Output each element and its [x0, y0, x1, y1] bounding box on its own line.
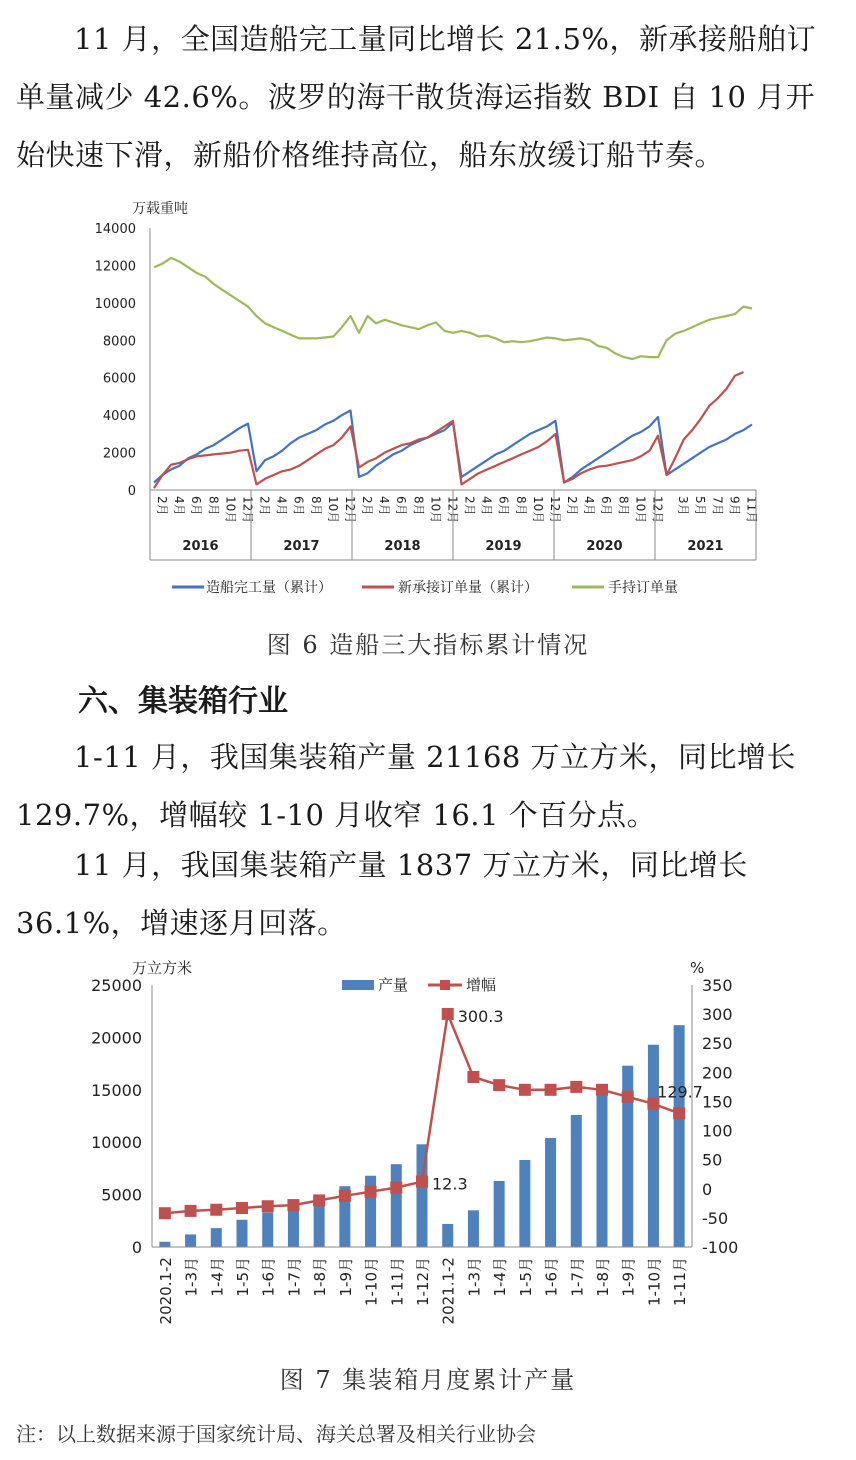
chart7-category-label: 1-3月 [465, 1257, 484, 1297]
chart7-bar [391, 1164, 402, 1247]
chart7-left-tick-label: 5000 [101, 1185, 142, 1205]
chart7-growth-marker [365, 1186, 377, 1198]
chart6-series [154, 258, 752, 488]
chart7-ylabel-left: 万立方米 [132, 959, 193, 977]
chart7-right-tick-label: 350 [702, 976, 733, 995]
chart7-growth-marker [313, 1194, 325, 1206]
chart7-right-tick-label: 150 [702, 1092, 733, 1112]
chart7-growth-marker [493, 1079, 505, 1091]
chart7-category-label: 1-8月 [594, 1257, 612, 1297]
chart7-bar [597, 1090, 608, 1247]
paragraph-container-month: 11 月，我国集装箱产量 1837 万立方米，同比增长 36.1%，增速逐月回落。 [16, 848, 748, 940]
chart7-category-label: 1-4月 [491, 1257, 510, 1297]
chart6-month-label: 7月 [710, 496, 725, 516]
chart7-right-tick-label: 250 [702, 1034, 733, 1054]
chart7-right-tick-label: 50 [702, 1150, 723, 1170]
chart6-series-line-2 [154, 258, 752, 359]
chart7-left-tick-label: 20000 [91, 1028, 142, 1048]
chart6-legend [172, 579, 678, 596]
chart7-growth-marker [287, 1199, 299, 1211]
chart6-year-label: 2020 [586, 539, 623, 554]
chart6-month-label: 4月 [377, 496, 392, 516]
chart6-ylabel: 万载重吨 [132, 201, 188, 217]
chart7-bar [494, 1181, 505, 1247]
chart7-right-tick-label: 0 [702, 1179, 713, 1199]
chart6-x-axis [150, 490, 758, 560]
legend-label-growth: 增幅 [466, 976, 497, 994]
chart7-growth-marker [185, 1205, 197, 1217]
chart6-y-tick-label: 12000 [94, 259, 136, 275]
chart6-year-label: 2019 [485, 539, 522, 554]
chart6-year-label: 2021 [687, 539, 724, 554]
chart7-bar [262, 1212, 273, 1247]
chart7-bar [185, 1234, 196, 1247]
chart7-growth-marker [262, 1200, 274, 1212]
chart7-category-label: 1-8月 [311, 1257, 330, 1297]
chart7-bar [159, 1242, 170, 1247]
chart7-category-label: 1-9月 [619, 1257, 638, 1297]
chart6-month-label: 6月 [496, 496, 511, 516]
chart7-bar [442, 1224, 453, 1247]
chart7-bar [674, 1025, 685, 1247]
chart7-bar [314, 1200, 325, 1247]
chart7-category-label: 1-9月 [336, 1257, 355, 1297]
chart7-category-label: 2021.1-2 [439, 1257, 458, 1325]
chart7-growth-line [159, 1007, 703, 1219]
chart7-category-label: 1-12月 [414, 1257, 432, 1307]
chart7-category-label: 1-10月 [362, 1257, 381, 1307]
chart7-growth-marker [159, 1207, 171, 1219]
chart7-category-label: 1-11月 [388, 1257, 407, 1307]
chart7-legend [342, 976, 496, 994]
chart6-month-label: 8月 [616, 496, 631, 516]
shipbuilding-chart [0, 195, 856, 815]
chart6-month-label: 9月 [727, 496, 742, 516]
chart6-month-label: 6月 [394, 496, 409, 516]
chart6-month-label: 12月 [547, 496, 562, 524]
chart7-growth-marker [622, 1091, 634, 1103]
chart6-y-tick-label: 8000 [102, 334, 136, 350]
chart7-category-label: 1-10月 [645, 1257, 664, 1307]
chart6-y-tick-label: 10000 [94, 296, 136, 312]
chart6-month-label: 8月 [513, 496, 528, 516]
chart7-bar [237, 1220, 248, 1247]
chart6-month-label: 3月 [676, 496, 691, 516]
chart7-growth-marker [390, 1182, 402, 1194]
chart7-growth-marker [570, 1081, 582, 1093]
figure7-caption: 图 7 集装箱月度累计产量 [279, 1366, 577, 1394]
chart7-growth-marker [416, 1176, 428, 1188]
chart7-category-label: 1-4月 [208, 1257, 227, 1297]
chart7-growth-marker [519, 1084, 531, 1096]
chart6-month-label: 2月 [462, 496, 477, 516]
chart6-y-tick-label: 4000 [102, 409, 136, 425]
chart7-left-tick-label: 10000 [91, 1133, 142, 1153]
chart6-month-label: 5月 [693, 496, 708, 516]
chart6-month-label: 10月 [633, 496, 648, 524]
chart7-category-label: 1-3月 [182, 1257, 201, 1297]
legend-label-new-orders: 新承接订单量（累计） [398, 580, 538, 596]
chart7-category-label: 2020.1-2 [156, 1257, 175, 1325]
container-chart [0, 953, 856, 1363]
source-note: 注：以上数据来源于国家统计局、海关总署及相关行业协会 [16, 1422, 536, 1446]
chart7-bar [545, 1138, 556, 1247]
chart6-month-label: 12月 [650, 496, 665, 524]
chart6-series-line-1 [154, 372, 744, 488]
chart7-growth-marker [339, 1190, 351, 1202]
chart7-growth-marker [596, 1084, 608, 1096]
chart7-category-label: 1-5月 [516, 1257, 535, 1297]
chart6-month-label: 6月 [291, 496, 306, 516]
chart7-growth-marker [467, 1071, 479, 1083]
chart6-month-label: 12月 [342, 496, 357, 524]
chart7-category-label: 1-7月 [285, 1257, 304, 1297]
chart7-bar [468, 1210, 479, 1247]
chart6-month-label: 11月 [744, 496, 759, 524]
chart7-x-axis [152, 1247, 692, 1324]
legend-label-completion: 造船完工量（累计） [206, 580, 332, 596]
chart6-month-label: 6月 [599, 496, 614, 516]
chart6-y-tick-label: 2000 [102, 446, 136, 462]
chart7-right-tick-label: 200 [702, 1063, 733, 1083]
chart7-right-tick-label: -100 [702, 1238, 739, 1257]
chart6-month-label: 2月 [565, 496, 580, 516]
chart6-month-label: 6月 [189, 496, 204, 516]
chart7-right-tick-label: -50 [702, 1208, 729, 1228]
chart7-left-tick-label: 0 [131, 1238, 142, 1257]
chart6-y-tick-label: 6000 [102, 371, 136, 387]
chart7-left-tick-label: 15000 [91, 1080, 142, 1100]
chart6-month-label: 12月 [240, 496, 255, 524]
paragraph-shipbuilding: 11 月，全国造船完工量同比增长 21.5%，新承接船舶订单量减少 42.6%。波罗的海干散货海运指数 BDI 自 10 月开始快速下滑，新船价格维持高位，船东放缓订船节奏。 [16, 22, 816, 172]
chart7-bar [648, 1045, 659, 1247]
chart7-category-label: 1-5月 [234, 1257, 252, 1297]
section-heading: 六、集装箱行业 [78, 684, 288, 719]
figure6-caption: 图 6 造船三大指标累计情况 [266, 631, 590, 659]
chart6-month-label: 10月 [530, 496, 545, 524]
chart7-ylabel-right: % [690, 959, 705, 977]
chart6-month-label: 8月 [411, 496, 426, 516]
chart7-right-tick-label: 100 [702, 1121, 733, 1141]
legend-label-backlog: 手持订单量 [608, 580, 678, 596]
chart6-y-tick-label: 14000 [94, 222, 136, 237]
chart7-data-label: 129.7 [657, 1082, 703, 1102]
chart7-left-tick-label: 25000 [91, 976, 142, 995]
chart6-year-label: 2016 [182, 539, 219, 554]
chart7-growth-marker [236, 1202, 248, 1214]
legend-label-output: 产量 [378, 976, 409, 994]
chart7-bar [519, 1160, 530, 1247]
chart6-year-label: 2018 [384, 539, 421, 554]
chart6-month-label: 12月 [445, 496, 460, 524]
chart7-growth-marker [673, 1107, 685, 1119]
chart6-month-label: 10月 [223, 496, 238, 524]
chart6-month-label: 8月 [308, 496, 323, 516]
chart7-growth-marker [442, 1008, 454, 1020]
chart7-growth-marker [545, 1084, 557, 1096]
chart6-month-label: 10月 [428, 496, 443, 524]
chart7-bar [571, 1115, 582, 1247]
chart6-month-label: 10月 [325, 496, 340, 524]
chart6-month-label: 4月 [274, 496, 289, 516]
chart7-data-label: 300.3 [457, 1006, 504, 1026]
chart7-bar [211, 1228, 222, 1247]
chart7-right-tick-label: 300 [702, 1005, 733, 1025]
chart6-month-label: 8月 [206, 496, 221, 516]
chart6-month-label: 4月 [479, 496, 494, 516]
chart6-y-tick-label: 0 [127, 484, 136, 499]
legend-swatch-marker [440, 980, 450, 990]
chart6-month-label: 2月 [360, 496, 375, 516]
chart6-year-label: 2017 [283, 539, 320, 554]
chart7-category-label: 1-6月 [542, 1257, 561, 1297]
chart7-category-label: 1-7月 [568, 1257, 587, 1297]
chart7-category-label: 1-11月 [671, 1257, 690, 1307]
legend-swatch-bar [342, 980, 374, 990]
chart6-month-label: 2月 [257, 496, 272, 516]
chart6-y-axis [95, 222, 150, 499]
chart6-month-label: 4月 [582, 496, 597, 516]
chart6-month-label: 2月 [155, 496, 169, 516]
chart7-growth-marker [210, 1204, 222, 1216]
chart7-category-label: 1-6月 [259, 1257, 278, 1297]
chart6-month-label: 4月 [172, 496, 187, 516]
paragraph-container-ytd: 1-11 月，我国集装箱产量 21168 万立方米，同比增长 129.7%，增幅较 1-10 月收窄 16.1 个百分点。 [16, 740, 797, 832]
chart7-data-label: 12.3 [432, 1174, 468, 1194]
